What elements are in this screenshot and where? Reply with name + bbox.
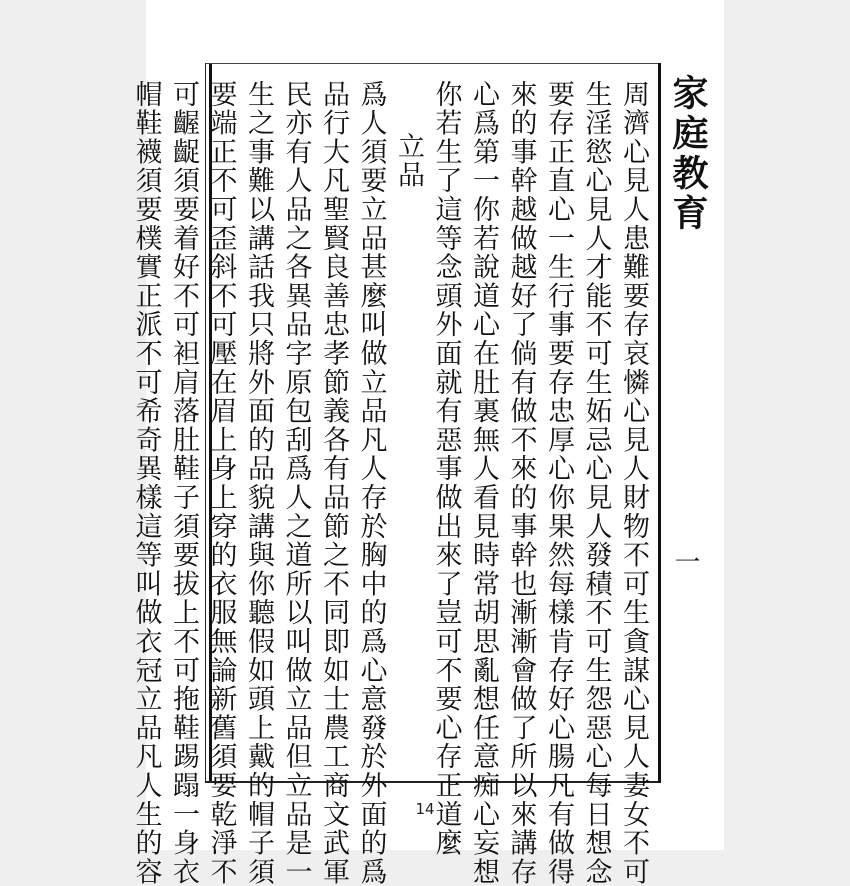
- header-divider-rule: [658, 63, 661, 783]
- text-column: 民亦有人品之各異品字原包刮爲人之道所以叫做立品但立品是一: [280, 80, 312, 886]
- text-column: 要端正不可歪斜不可壓在眉上身上穿的衣服無論新舊須要乾淨不: [205, 80, 237, 886]
- text-column: 帽鞋襪須要樸實正派不可希奇異樣這等叫做衣冠立品凡人生的容: [130, 80, 162, 886]
- text-column: 心爲第一你若說道心在肚裏無人看見時常胡思亂想任意痴心妄想: [468, 80, 499, 886]
- text-column: 可齷齪須要着好不可袒肩落肚鞋子須要拔上不可拖鞋踢蹋一身衣: [168, 80, 199, 886]
- text-column: 你若生了這等念頭外面就有惡事做出來了豈可不要心存正道麼: [430, 80, 462, 858]
- running-title: 家庭教育: [667, 74, 709, 234]
- text-column: 來的事幹越做越好了倘有做不來的事幹也漸漸會做了所以來講存: [505, 80, 537, 886]
- text-column: 要存正直心一生行事要存忠厚心你果然每樣肯存好心腸凡有做得: [543, 80, 574, 886]
- section-heading: 立品: [393, 132, 424, 190]
- text-column: 品行大凡聖賢良善忠孝節義各有品節之不同即如士農工商文武軍: [318, 80, 349, 886]
- text-column: 周濟心見人患難要存哀憐心見人財物不可生貪謀心見人妻女不可: [618, 80, 649, 886]
- text-column: 生淫慾心見人才能不可生妬忌心見人發積不可生怨惡心每日想念: [580, 80, 612, 886]
- text-column: 爲人須要立品甚麼叫做立品凡人存於胸中的爲心意發於外面的爲: [355, 80, 387, 886]
- text-column: 生之事難以講話我只將外面的品貌講與你聽假如頭上戴的帽子須: [243, 80, 274, 886]
- volume-label: 一: [670, 548, 700, 574]
- page-number: 14: [415, 800, 435, 818]
